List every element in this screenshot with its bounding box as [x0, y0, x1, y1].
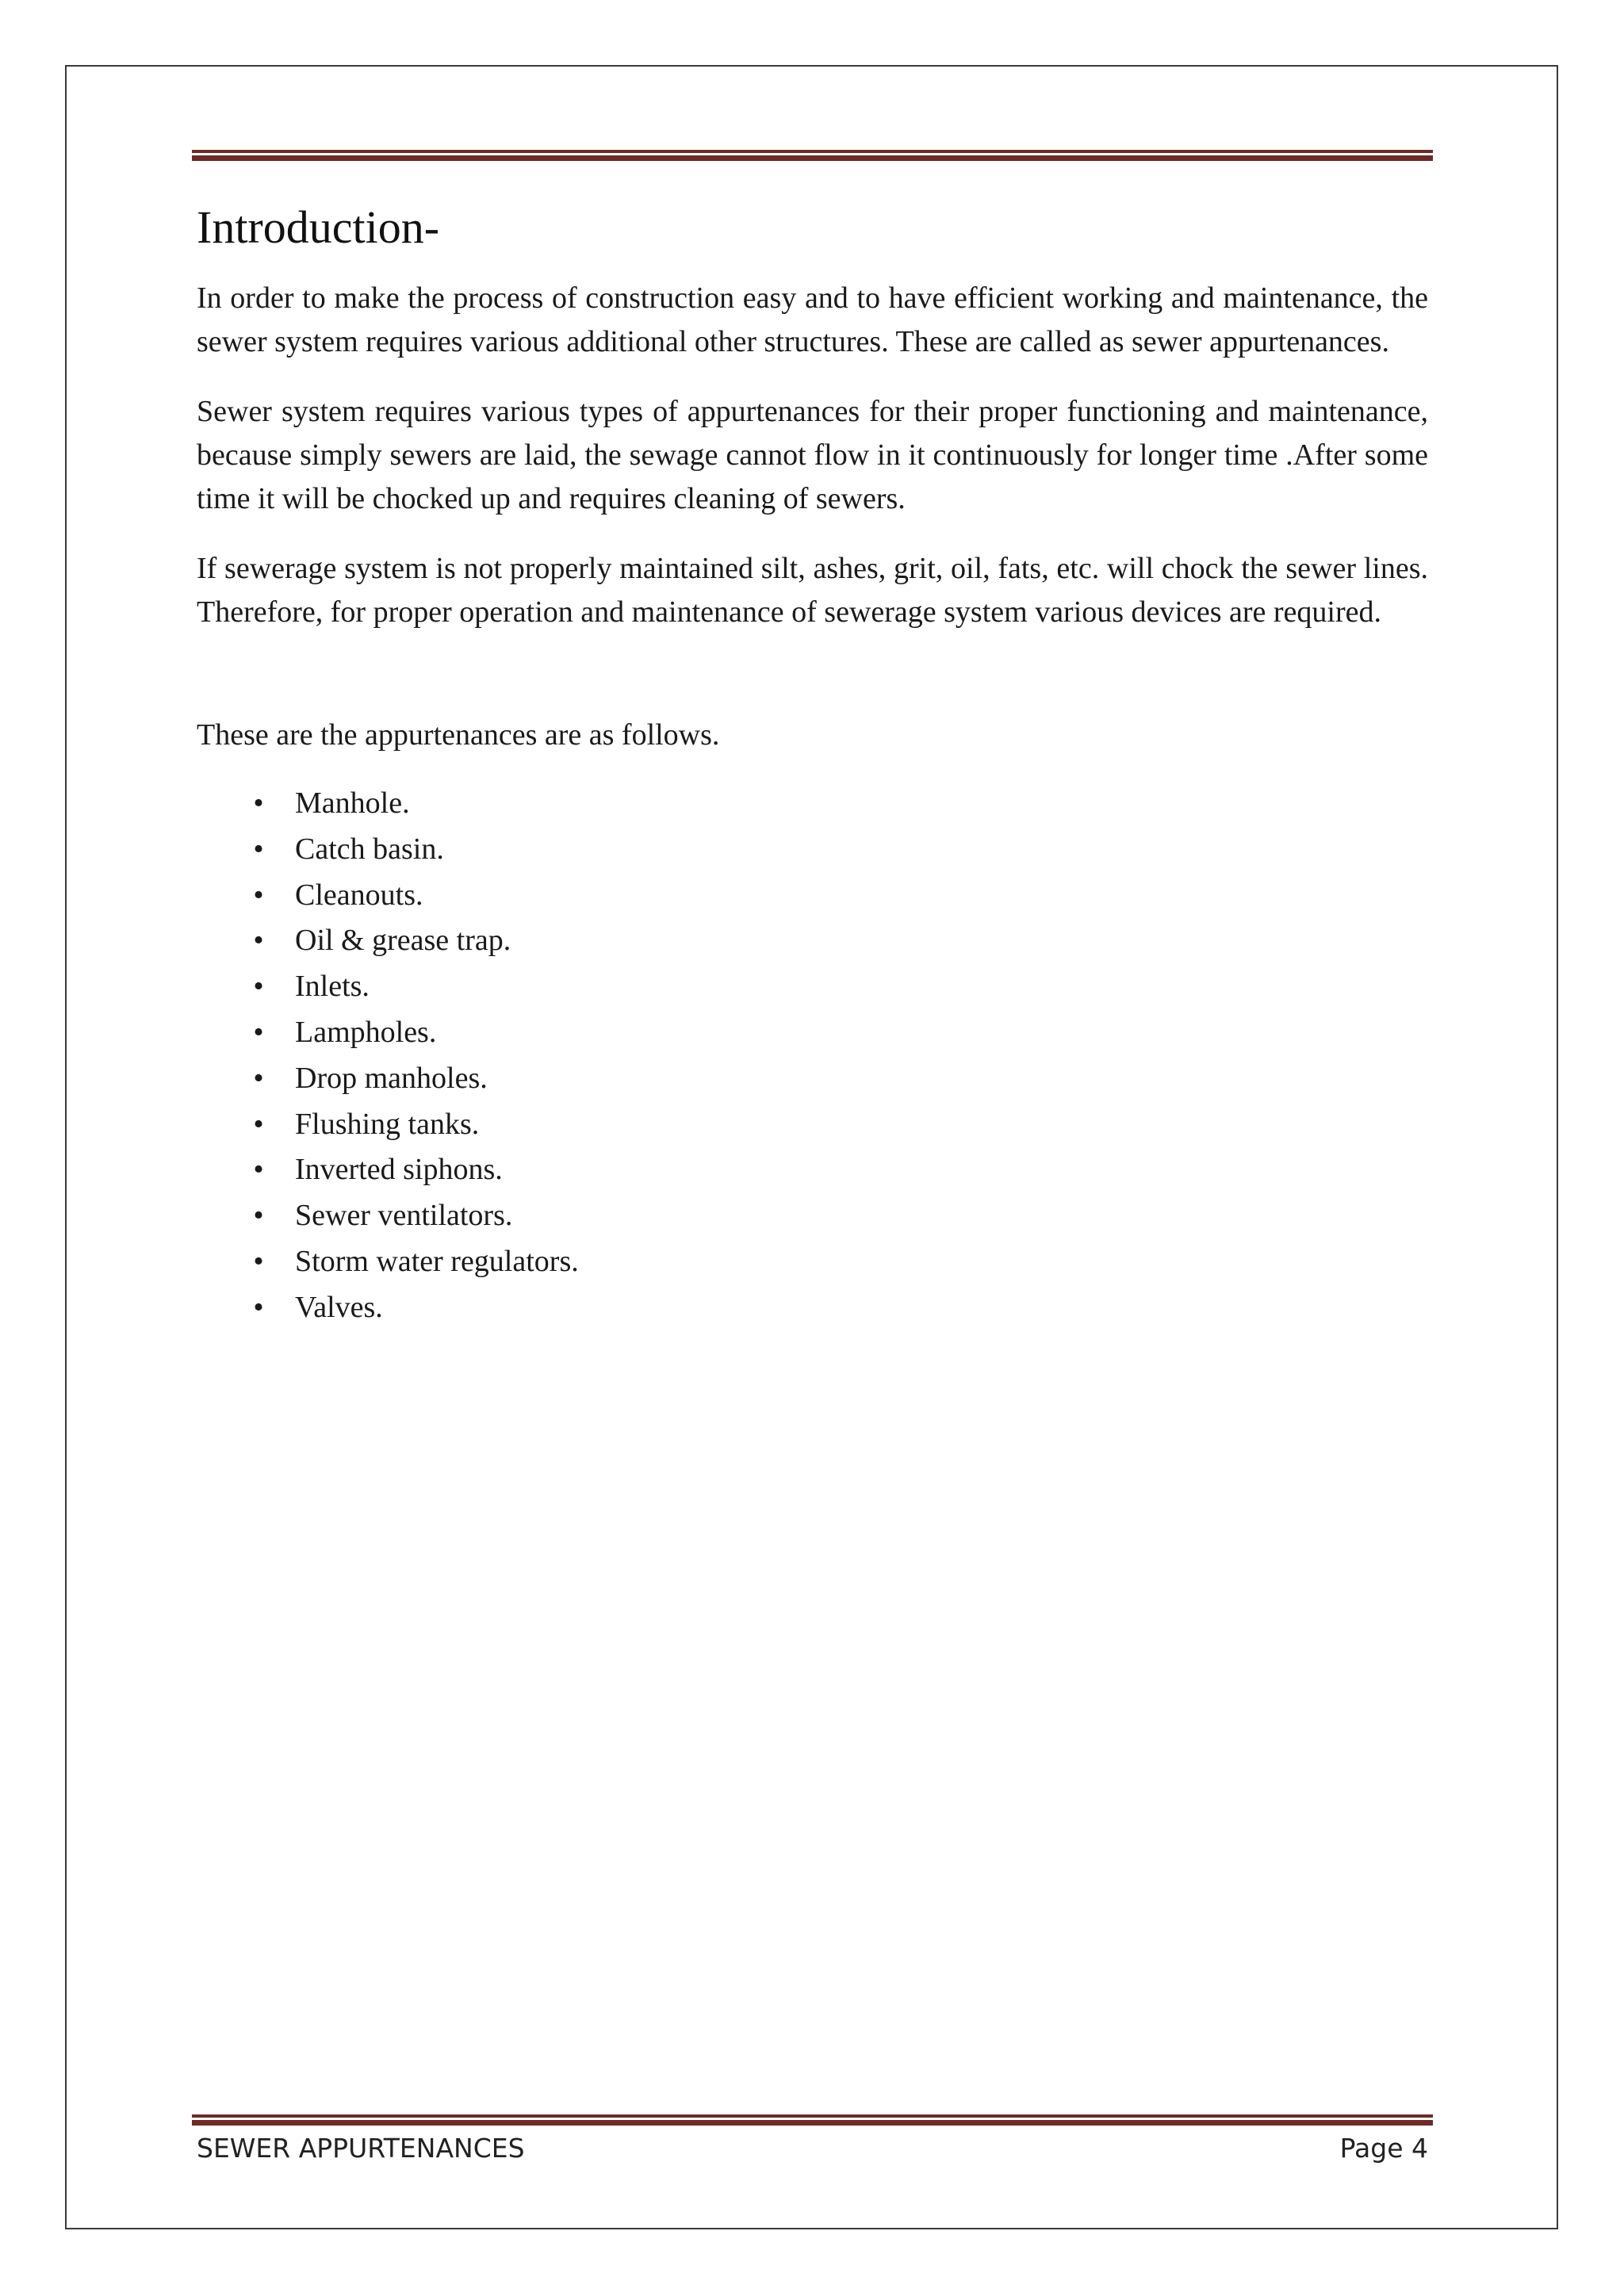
list-item	[197, 781, 1428, 827]
paragraph: Sewer system requires various types of appurtenances for their proper functioning and maintenance, because simply sewers are laid, the sewage cannot flow in it continuously for longer time .After some time it will be chocked up and requires cleaning of sewers.	[197, 395, 1428, 515]
list-item-label: Inverted siphons.	[295, 1153, 503, 1187]
header-rule-thin-line	[192, 150, 1433, 153]
list-item-label: Storm water regulators.	[295, 1244, 579, 1278]
list-item-label: Manhole.	[295, 786, 410, 820]
page-content	[197, 194, 1428, 1331]
header-rule	[192, 150, 1433, 161]
list-item-label: Lampholes.	[295, 1015, 437, 1049]
footer-rule	[192, 2114, 1433, 2126]
bullet-icon: •	[253, 970, 264, 1004]
list-item	[197, 1285, 1428, 1331]
list-item-label: Drop manholes.	[295, 1061, 488, 1095]
section-heading: Introduction-	[197, 201, 440, 253]
footer-rule-thin-line	[192, 2114, 1433, 2118]
bullet-icon: •	[253, 1153, 264, 1187]
bullet-icon: •	[253, 1244, 264, 1278]
list-item-label: Oil & grease trap.	[295, 924, 511, 958]
list-item	[197, 918, 1428, 964]
list-item-label: Sewer ventilators.	[295, 1199, 513, 1233]
list-item	[197, 1239, 1428, 1285]
list-item	[197, 1147, 1428, 1193]
appurtenances-list	[197, 781, 1428, 1331]
list-item	[197, 1102, 1428, 1148]
footer-document-title: SEWER APPURTENANCES	[197, 2133, 525, 2164]
paragraph: In order to make the process of construction easy and to have efficient working and maintenance, the sewer system requires various additional other structures. These are called as sewer appurtenances.	[197, 281, 1428, 358]
list-item-label: Cleanouts.	[295, 878, 423, 912]
footer-page-number: Page 4	[1339, 2133, 1428, 2164]
bullet-icon: •	[253, 878, 264, 912]
footer-rule-thick-line	[192, 2120, 1433, 2126]
bullet-icon: •	[253, 1015, 264, 1049]
list-item	[197, 1056, 1428, 1102]
list-item-label: Inlets.	[295, 970, 370, 1004]
bullet-icon: •	[253, 1107, 264, 1141]
bullet-icon: •	[253, 1061, 264, 1095]
bullet-icon: •	[253, 1290, 264, 1324]
list-item	[197, 827, 1428, 873]
list-item	[197, 964, 1428, 1010]
paragraph: If sewerage system is not properly maintained silt, ashes, grit, oil, fats, etc. will chock the sewer lines. Therefore, for proper operation and maintenance of sewerage system various devices are required.	[197, 552, 1428, 629]
list-item-label: Flushing tanks.	[295, 1107, 480, 1141]
bullet-icon: •	[253, 786, 264, 820]
list-intro: These are the appurtenances are as follows.	[197, 718, 720, 752]
bullet-icon: •	[253, 924, 264, 958]
list-item	[197, 1010, 1428, 1056]
list-item	[197, 873, 1428, 919]
bullet-icon: •	[253, 832, 264, 866]
list-item	[197, 1193, 1428, 1239]
header-rule-thick-line	[192, 155, 1433, 161]
bullet-icon: •	[253, 1199, 264, 1233]
list-item-label: Catch basin.	[295, 832, 444, 866]
list-item-label: Valves.	[295, 1290, 383, 1324]
